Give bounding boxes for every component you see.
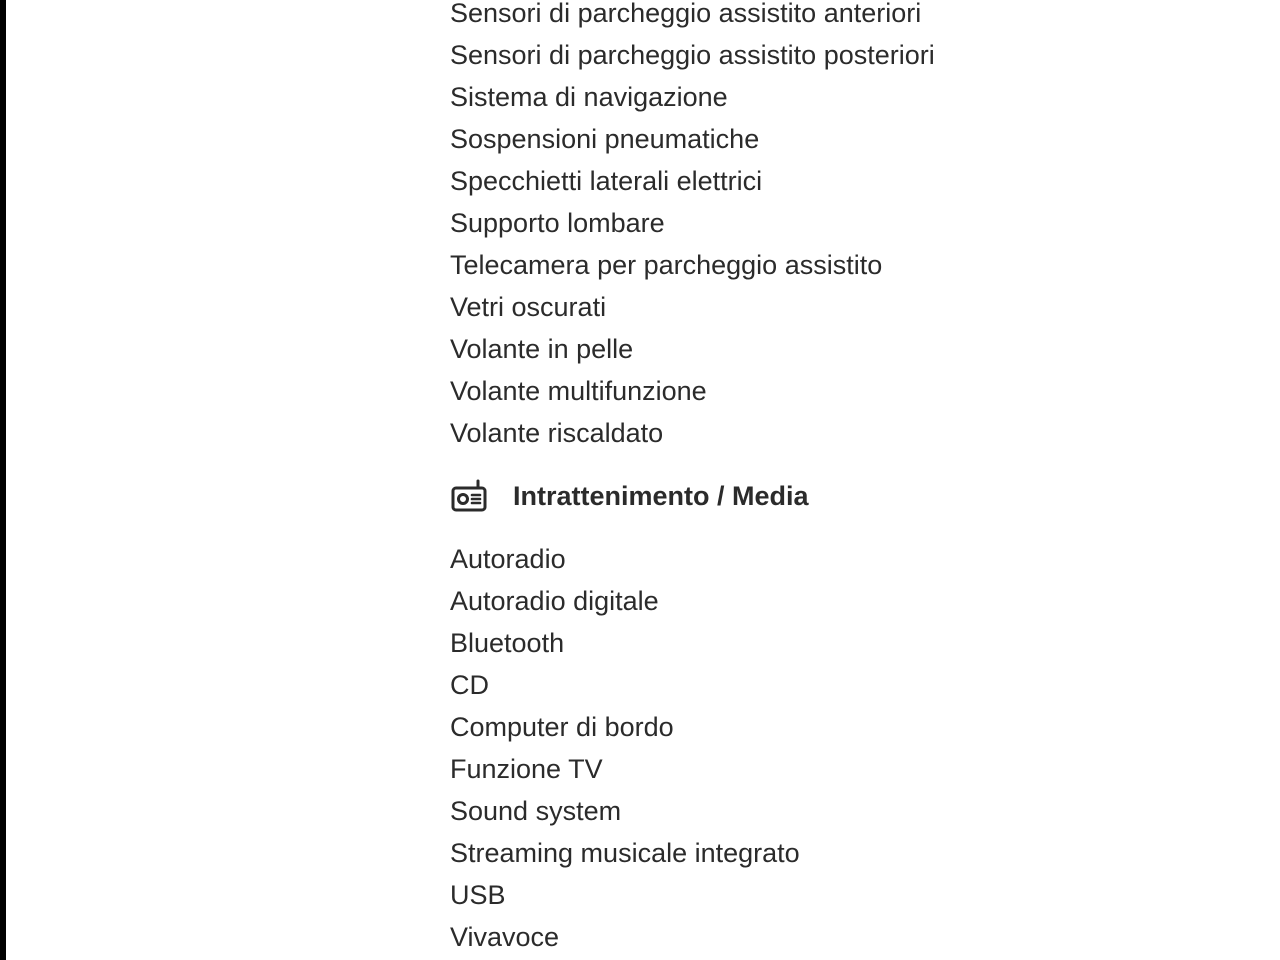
list-item: Specchietti laterali elettrici [450,166,763,196]
comfort-feature-list [450,0,935,454]
list-item: Bluetooth [450,628,565,658]
list-item: CD [450,670,489,700]
list-item: Autoradio [450,544,566,574]
list-item: Streaming musicale integrato [450,838,800,868]
list-item: Supporto lombare [450,208,665,238]
list-item: Sound system [450,796,622,826]
media-feature-list [450,538,800,958]
radio-icon [450,476,490,516]
list-item: Vivavoce [450,922,560,952]
media-section-header [450,474,809,518]
list-item: Volante in pelle [450,334,634,364]
list-item: Telecamera per parcheggio assistito [450,250,883,280]
section-title: Intrattenimento / Media [513,480,809,511]
list-item: Sensori di parcheggio assistito anteriori [450,0,922,28]
list-item: Sospensioni pneumatiche [450,124,760,154]
features-page [6,0,1280,960]
list-item: Volante riscaldato [450,418,664,448]
list-item: USB [450,880,506,910]
list-item: Volante multifunzione [450,376,707,406]
list-item: Autoradio digitale [450,586,659,616]
list-item: Sensori di parcheggio assistito posteriori [450,40,935,70]
list-item: Funzione TV [450,754,603,784]
list-item: Vetri oscurati [450,292,607,322]
list-item: Sistema di navigazione [450,82,728,112]
list-item: Computer di bordo [450,712,674,742]
